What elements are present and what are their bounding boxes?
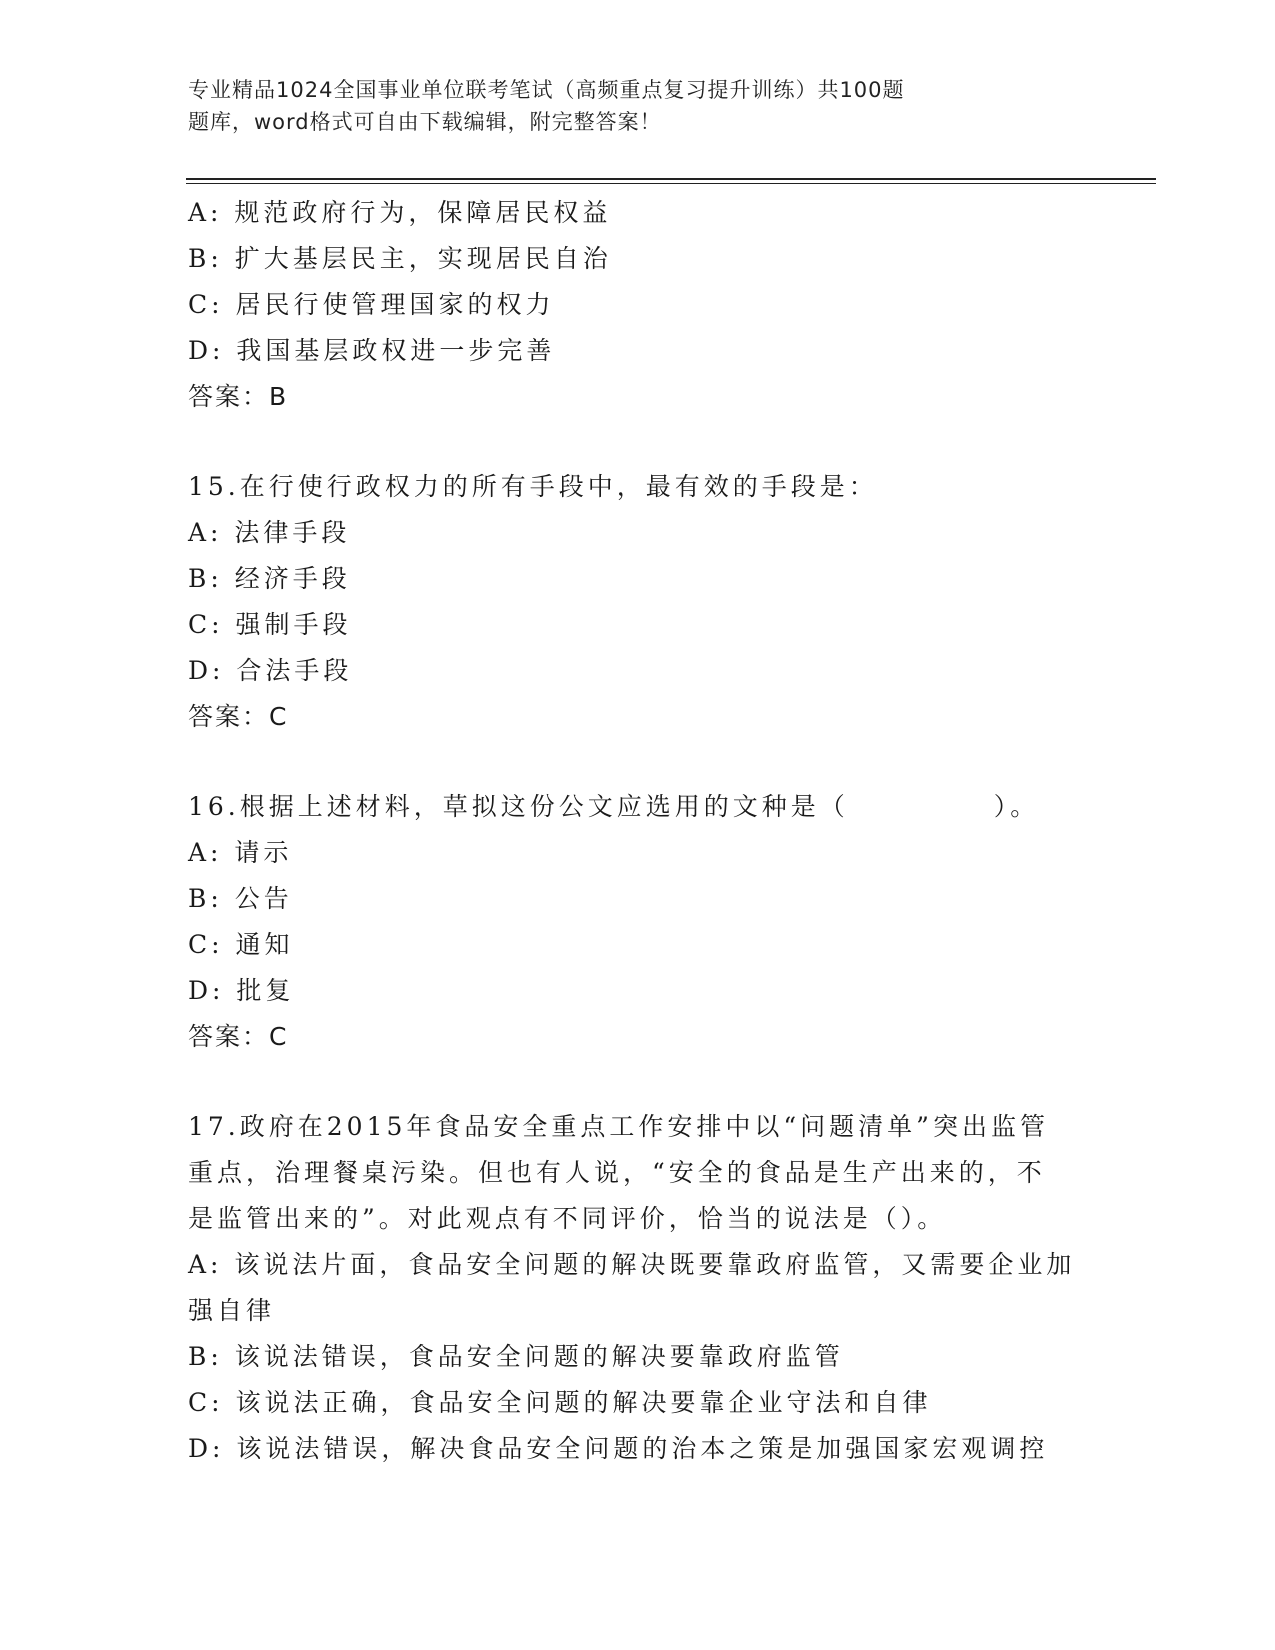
answer-line: 答案：C [188, 1022, 289, 1051]
option-d: D: 合法手段 [188, 656, 353, 685]
header-line-2: 题库，word格式可自由下载编辑，附完整答案！ [188, 110, 662, 134]
question-15 [188, 464, 1088, 740]
question-16 [188, 784, 1088, 1060]
option-b: B: 公告 [188, 884, 293, 913]
spacer [188, 420, 1088, 464]
option-c: C: 该说法正确，食品安全问题的解决要靠企业守法和自律 [188, 1388, 932, 1417]
option-c: C: 通知 [188, 930, 294, 959]
option-a: A: 规范政府行为，保障居民权益 [188, 198, 612, 227]
option-b: B: 经济手段 [188, 564, 351, 593]
answer-line: 答案：C [188, 702, 289, 731]
question-stem-line-2: 重点，治理餐桌污染。但也有人说，“安全的食品是生产出来的，不 [188, 1158, 1046, 1187]
question-stem: 15.在行使行政权力的所有手段中，最有效的手段是： [188, 472, 878, 501]
spacer [188, 740, 1088, 784]
header-line-1: 专业精品1024全国事业单位联考笔试（高频重点复习提升训练）共100题 [188, 78, 905, 102]
option-b: B: 扩大基层民主，实现居民自治 [188, 244, 612, 273]
answer-line: 答案：B [188, 382, 289, 411]
spacer [188, 1060, 1088, 1104]
option-d: D: 批复 [188, 976, 295, 1005]
option-c: C: 强制手段 [188, 610, 352, 639]
option-a-line-1: A: 该说法片面，食品安全问题的解决既要靠政府监管，又需要企业加 [188, 1250, 1076, 1279]
question-stem: 16.根据上述材料，草拟这份公文应选用的文种是（ ）。 [188, 792, 1040, 821]
header-divider-thin [186, 183, 1156, 184]
option-a: A: 法律手段 [188, 518, 351, 547]
option-b: B: 该说法错误，食品安全问题的解决要靠政府监管 [188, 1342, 844, 1371]
question-content [188, 190, 1088, 1472]
question-14 [188, 190, 1088, 420]
option-a-line-2: 强自律 [188, 1296, 276, 1325]
question-17 [188, 1104, 1088, 1472]
option-c: C: 居民行使管理国家的权力 [188, 290, 555, 319]
option-a: A: 请示 [188, 838, 293, 867]
question-stem-line-1: 17.政府在2015年食品安全重点工作安排中以“问题清单”突出监管 [188, 1112, 1049, 1141]
document-header [188, 74, 1088, 138]
question-stem-line-3: 是监管出来的”。对此观点有不同评价，恰当的说法是（）。 [188, 1204, 947, 1233]
option-d: D: 我国基层政权进一步完善 [188, 336, 556, 365]
header-divider-thick [186, 178, 1156, 180]
option-d: D: 该说法错误，解决食品安全问题的治本之策是加强国家宏观调控 [188, 1434, 1049, 1463]
